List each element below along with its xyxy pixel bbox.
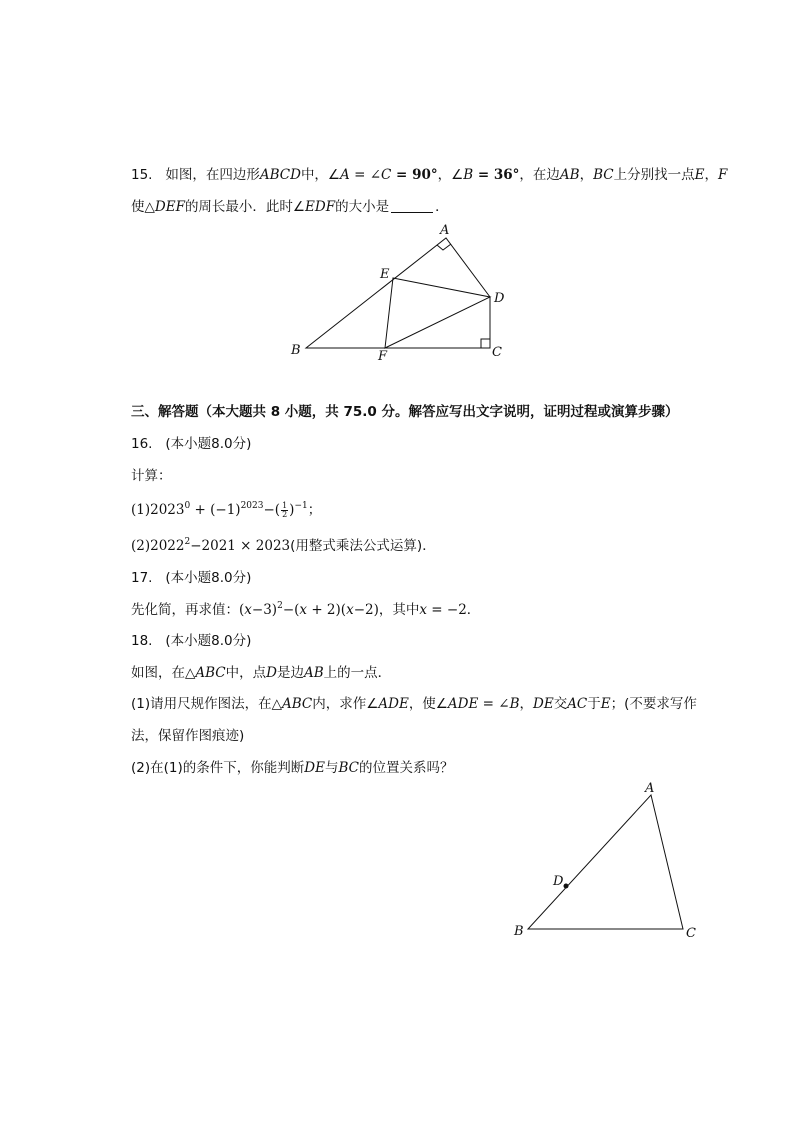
math-def: DEF xyxy=(154,199,185,215)
label-e: E xyxy=(380,267,390,282)
math-ac: AC xyxy=(567,696,588,712)
math-value: = 36° xyxy=(473,167,520,183)
q16-score: (本小题8.0分) xyxy=(165,436,252,452)
math-op: = ∠ xyxy=(478,696,510,712)
punct: ； xyxy=(307,502,322,518)
q18-text: ， xyxy=(519,696,533,712)
q18-text: 中，点 xyxy=(225,665,267,681)
math-ab: AB xyxy=(303,665,324,681)
punct: ． xyxy=(422,538,436,554)
q18-text: (2)在(1)的条件下，你能判断 xyxy=(131,760,305,776)
q15-number: 15. xyxy=(131,167,153,183)
q15-text: 的周长最小．此时∠ xyxy=(184,199,306,215)
math-abc: ABC xyxy=(282,696,313,712)
label-d: D xyxy=(494,291,505,306)
label-c: C xyxy=(686,926,696,941)
math-ade: ADE xyxy=(447,696,479,712)
q15-text: 使△ xyxy=(131,199,155,215)
exponent: −1 xyxy=(294,501,308,511)
label-c: C xyxy=(492,345,502,360)
q17-number: 17. xyxy=(131,570,153,586)
math-ade: ADE xyxy=(378,696,409,712)
q18-text: (1)请用尺规作图法，在△ xyxy=(131,696,283,712)
expr: −3) xyxy=(251,602,278,618)
math-op: = ∠ xyxy=(349,167,382,183)
expr: + 2)( xyxy=(307,602,347,618)
q18-text: 的位置关系吗？ xyxy=(358,760,454,776)
math-c: C xyxy=(381,167,392,183)
q17-text: ，其中 xyxy=(378,602,420,618)
section-heading: 三、解答题（本大题共 8 小题，共 75.0 分。解答应写出文字说明，证明过程或演算步骤） xyxy=(131,404,679,420)
q15-text: 的大小是 xyxy=(335,199,390,215)
label-d: D xyxy=(553,874,564,889)
exponent: 2 xyxy=(277,601,283,611)
math-x: x xyxy=(299,602,308,618)
math-abcd: ABCD xyxy=(259,167,301,183)
expr: ( xyxy=(239,602,245,618)
math-de: DE xyxy=(304,760,325,776)
math-d: D xyxy=(266,665,277,681)
q15-text: ，在边 xyxy=(519,167,560,183)
q15-text: ，∠ xyxy=(437,167,464,183)
label-b: B xyxy=(291,343,301,358)
q18-text: 于 xyxy=(587,696,601,712)
math-e: E xyxy=(600,696,611,712)
q18-text: 与 xyxy=(324,760,339,776)
math-bc: BC xyxy=(593,167,614,183)
punct: ． xyxy=(466,602,481,618)
label-a: A xyxy=(440,223,450,238)
math-de: DE xyxy=(533,696,554,712)
math-value: = 90° xyxy=(391,167,438,183)
label-f: F xyxy=(378,349,388,364)
exponent: 2023 xyxy=(240,501,264,511)
math-x: x xyxy=(419,602,427,618)
note: (用整式乘法公式运算) xyxy=(290,538,423,554)
q18-text: 是边 xyxy=(276,665,304,681)
q18-text: ，使∠ xyxy=(408,696,448,712)
math-a: A xyxy=(340,167,350,183)
triangle-abc xyxy=(528,795,683,929)
expr: (2)2022 xyxy=(131,538,185,554)
expr: (1)2023 xyxy=(131,502,185,518)
expr: −( xyxy=(282,602,300,618)
math-ab: AB xyxy=(559,167,580,183)
exponent: 0 xyxy=(184,501,191,511)
expr: −2) xyxy=(353,602,379,618)
expr: = −2 xyxy=(426,602,467,618)
math-f: F xyxy=(717,167,728,183)
q15-text: 如图，在四边形 xyxy=(165,167,260,183)
expr: −( xyxy=(263,502,281,518)
denominator: 2 xyxy=(282,509,288,519)
q15-text: ， xyxy=(704,167,718,183)
q18-text: 上的一点． xyxy=(323,665,392,681)
q18-line-3: 法，保留作图痕迹) xyxy=(131,728,245,744)
q18-score: (本小题8.0分) xyxy=(165,633,252,649)
math-bc: BC xyxy=(338,760,359,776)
math-b: B xyxy=(509,696,520,712)
math-e: E xyxy=(694,167,705,183)
q17-text: 先化简，再求值： xyxy=(131,602,239,618)
q15-text: 中，∠ xyxy=(300,167,341,183)
math-b: B xyxy=(463,167,474,183)
math-abc: ABC xyxy=(195,665,226,681)
q15-text: 上分别找一点 xyxy=(613,167,695,183)
q17-score: (本小题8.0分) xyxy=(165,570,252,586)
math-x: x xyxy=(244,602,252,618)
expr: ) xyxy=(289,502,295,518)
label-a: A xyxy=(645,781,655,796)
q18-text: 内，求作∠ xyxy=(312,696,379,712)
q15-text: ． xyxy=(435,199,449,215)
q18-text: 交 xyxy=(553,696,568,712)
label-b: B xyxy=(514,924,524,939)
expr: + (−1) xyxy=(190,502,241,518)
q15-text: ， xyxy=(579,167,594,183)
q16-calc-label: 计算： xyxy=(131,468,172,484)
exponent: 2 xyxy=(184,537,191,547)
q16-number: 16. xyxy=(131,436,153,452)
q18-text: 如图，在△ xyxy=(131,665,196,681)
numerator: 1 xyxy=(282,500,288,510)
q18-text: ；(不要求写作 xyxy=(610,696,697,712)
q18-number: 18. xyxy=(131,633,153,649)
math-edf: EDF xyxy=(305,199,336,215)
math-x: x xyxy=(346,602,354,618)
expr: −2021 × 2023 xyxy=(190,538,291,554)
point-d xyxy=(564,884,569,889)
